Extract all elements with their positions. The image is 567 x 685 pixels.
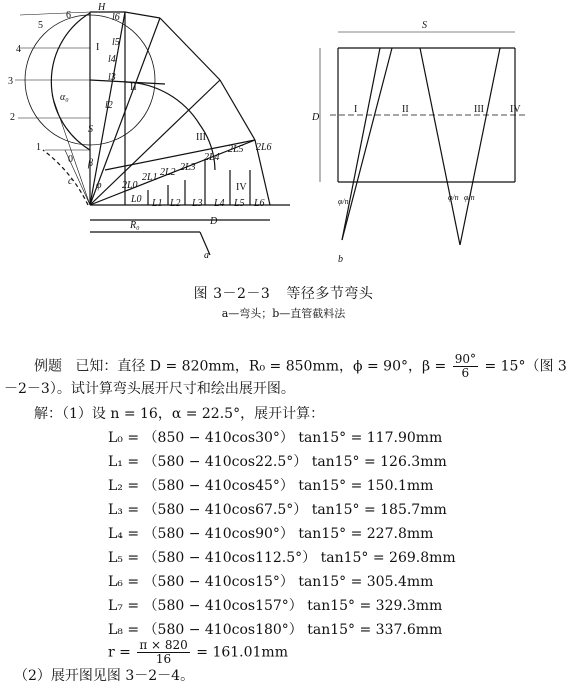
dim-a: a (204, 250, 209, 261)
dim-S-left: S (88, 124, 93, 135)
inner-l4: l4 (108, 54, 116, 65)
dim-D-left: D (210, 216, 218, 227)
r-fraction-den: 16 (155, 652, 172, 666)
twoL-0: 2L0 (122, 180, 138, 191)
calc-L1: L₁ = （580 − 410cos22.5°） tan15° = 126.3mm (108, 454, 447, 470)
technical-figure (0, 0, 567, 270)
twoL-1: 2L1 (142, 172, 158, 183)
calc-L2: L₂ = （580 − 410cos45°） tan15° = 150.1mm (108, 478, 434, 494)
angle-phi-n-mid: φ/n (448, 193, 459, 202)
calc-r (108, 639, 288, 666)
section-I-left: I (96, 42, 100, 53)
bottom-L1: L1 (152, 198, 163, 209)
edge-label-1: 1 (36, 142, 41, 153)
edge-label-6: 6 (66, 10, 71, 21)
dim-b: b (338, 254, 343, 265)
angle-alpha0: α₀ (60, 92, 69, 103)
edge-label-5: 5 (38, 20, 43, 31)
section-III-right: III (474, 104, 484, 115)
angle-phi-n-left: φ/n (338, 197, 349, 206)
example-line-1 (34, 353, 567, 380)
section-III-left: III (196, 132, 206, 143)
angle-beta: β (88, 158, 93, 169)
bottom-L3: L3 (192, 198, 203, 209)
edge-label-2: 2 (10, 112, 15, 123)
calc-L0: L₀ = （850 − 410cos30°） tan15° = 117.90mm (108, 430, 443, 446)
dim-D-right: D (312, 112, 320, 123)
calc-L5: L₅ = （580 − 410cos112.5°） tan15° = 269.8mm (108, 550, 456, 566)
r-fraction-num: π × 820 (139, 638, 188, 652)
bottom-L6: L6 (254, 198, 265, 209)
twoL-2: 2L2 (160, 167, 176, 178)
bottom-L2: L2 (170, 198, 181, 209)
figure-subcaption: a—弯头；b—直管截料法 (221, 307, 346, 320)
beta-fraction-den: 6 (461, 366, 470, 380)
r-result: = 161.01mm (196, 644, 288, 661)
section-II-left: II (130, 82, 137, 93)
final-line: （2）展开图见图 3－2－4。 (14, 668, 195, 684)
caption-title: 等径多节弯头 (286, 286, 374, 302)
bottom-L5: L5 (234, 198, 245, 209)
example-line-2: －2－3）。试计算弯头展开尺寸和绘出展开图。 (4, 381, 295, 397)
twoL-3: 2L3 (180, 162, 196, 173)
edge-label-4: 4 (16, 44, 21, 55)
dim-R0: R₀ (130, 220, 140, 231)
section-IV-right: IV (510, 104, 521, 115)
dim-H: H (98, 2, 106, 13)
section-II-right: II (402, 104, 409, 115)
edge-label-3: 3 (8, 76, 13, 87)
caption-number: 图 3－2－3 (193, 286, 271, 302)
inner-l2: l2 (105, 100, 113, 111)
example-end: = 15°（图 3 (484, 358, 567, 375)
r-prefix: r = (108, 644, 131, 661)
r-fraction (137, 639, 189, 666)
dim-c: c (68, 176, 73, 187)
calc-L3: L₃ = （580 − 410cos67.5°） tan15° = 185.7mm (108, 502, 447, 518)
bottom-L0: L0 (131, 194, 142, 205)
example-given: 已知：直径 D = 820mm，R₀ = 850mm，ϕ = 90°，β = (75, 358, 447, 375)
edge-label-0: 0 (68, 154, 73, 165)
beta-fraction-num: 90° (454, 352, 476, 366)
twoL-6: 2L6 (256, 142, 272, 153)
figure-caption (0, 283, 567, 303)
figure-svg (0, 0, 567, 270)
twoL-4: 2L4 (204, 152, 220, 163)
solution-line: 解：（1）设 n = 16，α = 22.5°，展开计算： (34, 406, 325, 422)
beta-fraction (453, 353, 478, 380)
inner-l3: l3 (108, 72, 116, 83)
section-I-right: I (354, 104, 358, 115)
calc-L6: L₆ = （580 − 410cos15°） tan15° = 305.4mm (108, 574, 434, 590)
calc-L8: L₈ = （580 − 410cos180°） tan15° = 337.6mm (108, 622, 443, 638)
bottom-L4: L4 (214, 198, 225, 209)
dim-S-right: S (422, 20, 427, 31)
calc-L4: L₄ = （580 − 410cos90°） tan15° = 227.8mm (108, 526, 434, 542)
inner-l5: l5 (112, 37, 120, 48)
angle-phi-n-right: φ/n (464, 193, 475, 202)
angle-phi: φ (96, 180, 102, 191)
example-label: 例题 (34, 358, 62, 375)
dim-l6: l6 (112, 12, 120, 23)
calc-L7: L₇ = （580 − 410cos157°） tan15° = 329.3mm (108, 598, 443, 614)
twoL-5: 2L5 (228, 144, 244, 155)
section-IV-left: IV (236, 182, 247, 193)
